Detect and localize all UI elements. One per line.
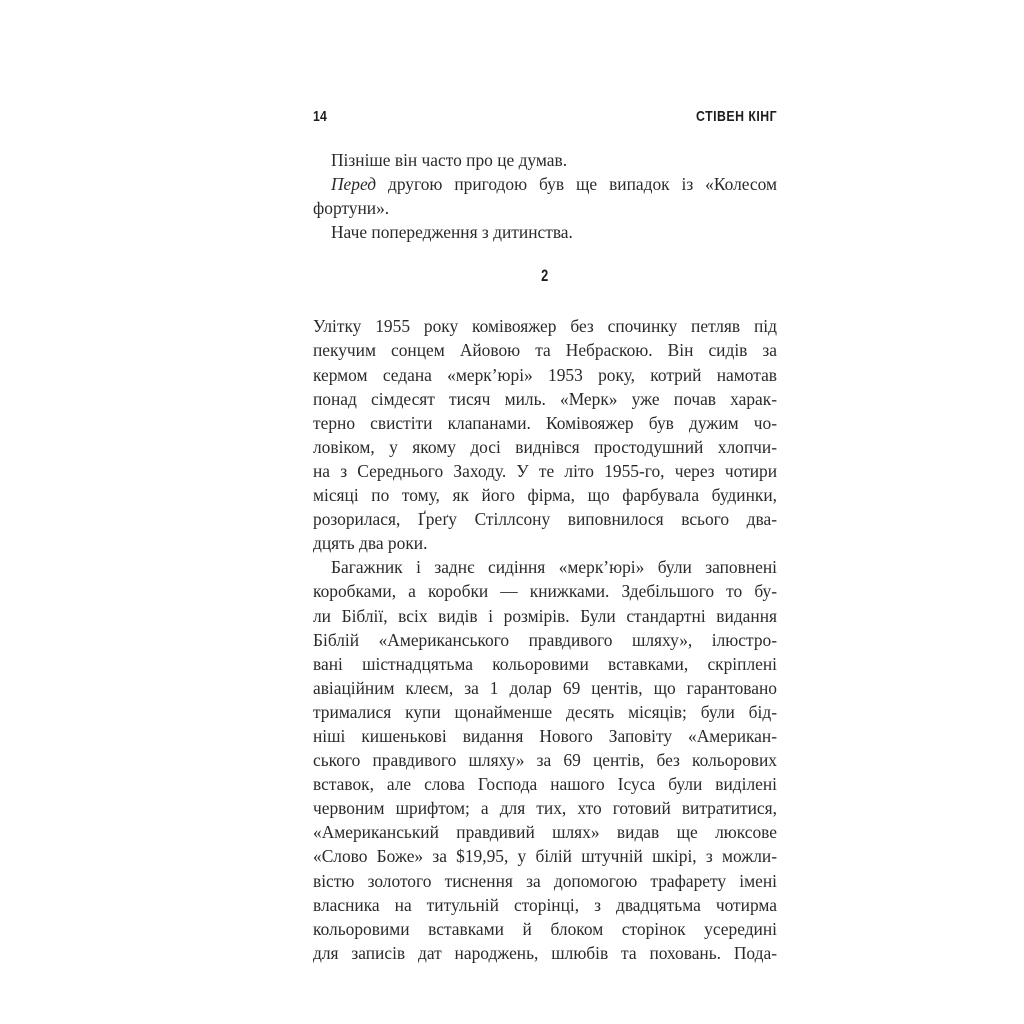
text-line: понад сімдесят тисяч миль. «Мерк» уже почав харак-: [313, 388, 777, 409]
text-line: терно свистіти клапанами. Комівояжер був дужим чо-: [313, 412, 777, 433]
page-number: 14: [313, 107, 328, 125]
chapter-number: 2: [541, 266, 549, 286]
text-line: дцять два роки.: [313, 533, 428, 554]
text-line: вані шістнадцятьма кольоровими вставками, скріплені: [313, 653, 777, 674]
text-line: червоним шрифтом; а для тих, хто готовий витратитися,: [313, 798, 777, 819]
text-line: ловіком, у якому досі виднівся простодушний хлопчи-: [313, 436, 777, 457]
paragraph: Наче попередження з дитинства.: [331, 222, 573, 243]
emphasis: Перед: [331, 174, 377, 195]
text-line: для записів дат народжень, шлюбів та поховань. Пода-: [313, 942, 777, 963]
text-line: вставок, але слова Господа нашого Ісуса були виділені: [313, 774, 777, 795]
text-line: вістю золотого тиснення за допомогою трафарету імені: [313, 870, 777, 891]
text-line: місяці по тому, як його фірма, що фарбувала будинки,: [313, 485, 777, 506]
paragraph: [313, 314, 777, 555]
paragraph: [313, 172, 777, 220]
text-line: трималися купи щонайменше десять місяців; були бід-: [313, 701, 777, 722]
running-title: СТІВЕН КІНГ: [696, 107, 778, 125]
text-line: Улітку 1955 року комівояжер без спочинку петляв під: [313, 316, 777, 337]
text-line: фортуни».: [313, 198, 390, 219]
text-line: пекучим сонцем Айовою та Небраскою. Він сидів за: [313, 340, 777, 361]
text-line: ніші кишенькові видання Нового Заповіту «Американ-: [313, 725, 777, 746]
text-line: ського правдивого шляху» за 69 центів, без кольорових: [313, 750, 777, 771]
text-line: кольоровими вставками й блоком сторінок усередині: [313, 918, 777, 939]
text-line: Перед другою пригодою був ще випадок із «Колесом: [331, 174, 777, 195]
paragraph: Пізніше він часто про це думав.: [331, 150, 568, 170]
text-line: на з Середнього Заходу. У те літо 1955-го, через чотири: [313, 460, 777, 481]
text-line: розорилася, Ґреґу Стіллсону виповнилося всього два-: [313, 509, 777, 530]
text-line: Біблій «Американського правдивого шляху», ілюстро-: [313, 629, 777, 650]
book-page: [313, 104, 777, 965]
text-line: ли Біблії, всіх видів і розмірів. Були стандартні видання: [313, 605, 777, 626]
text-line: «Слово Боже» за $19,95, у білій штучній шкірі, з можли-: [313, 846, 777, 867]
text-line: власника на титульній сторінці, з двадцятьма чотирма: [313, 894, 777, 915]
text-line: Багажник і заднє сидіння «мерк’юрі» були заповнені: [331, 557, 777, 578]
paragraph: [313, 555, 777, 965]
intro-section: [313, 148, 777, 244]
text-line: «Американський правдивий шлях» видав ще люксове: [313, 822, 777, 843]
text-line: авіаційним клеєм, за 1 долар 69 центів, що гарантовано: [313, 677, 777, 698]
text-line: коробками, а коробки — книжками. Здебільшого то бу-: [313, 581, 777, 602]
running-header: [313, 104, 777, 128]
text-line: кермом седана «мерк’юрі» 1953 року, котрий намотав: [313, 364, 777, 385]
